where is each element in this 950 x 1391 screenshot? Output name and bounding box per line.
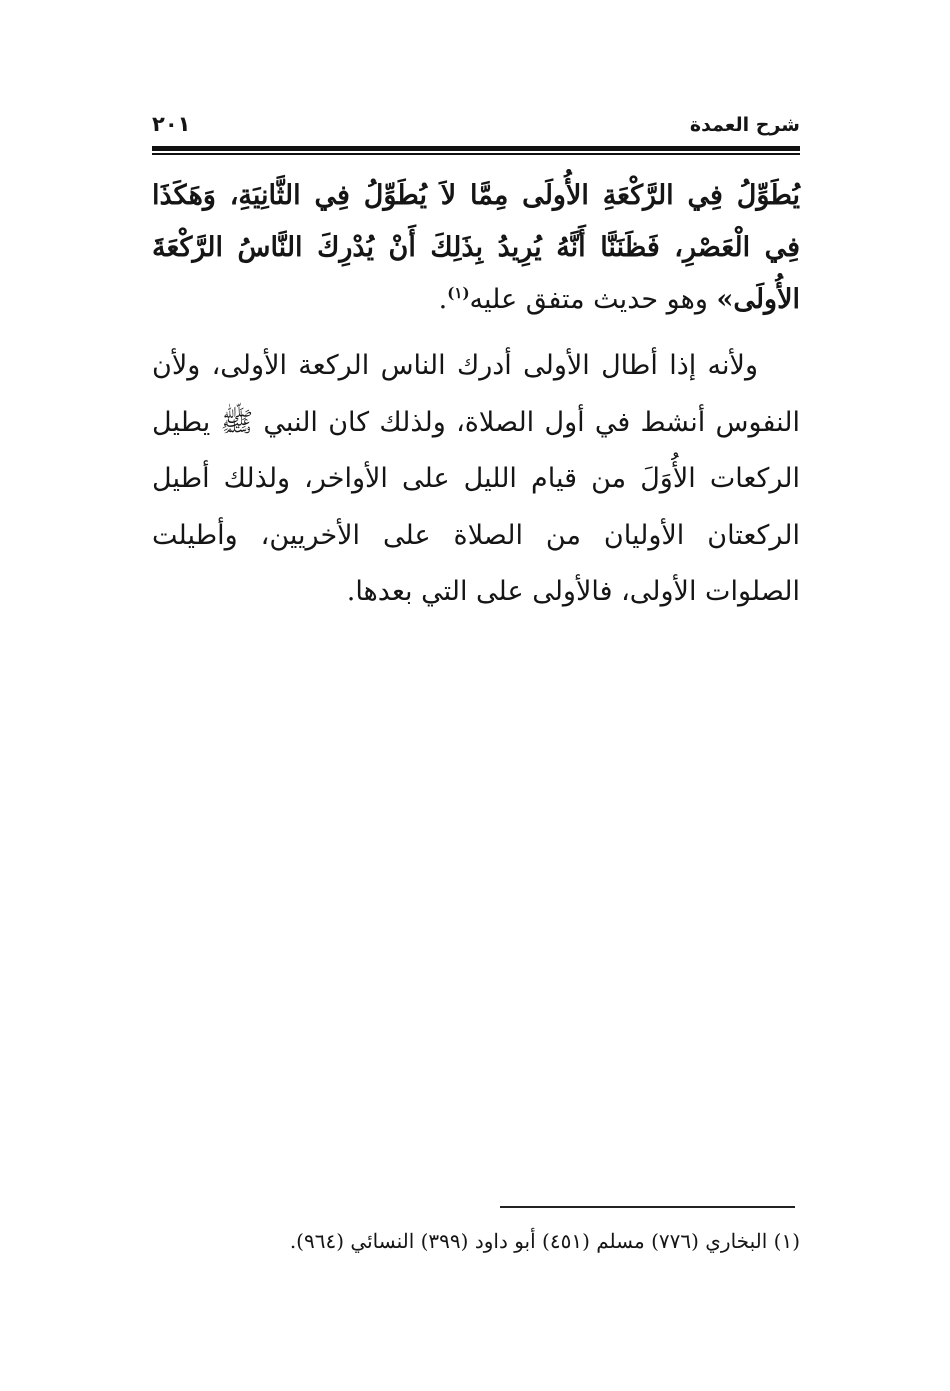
body-paragraph: ولأنه إذا أطال الأولى أدرك الناس الركعة الأولى، ولأن النفوس أنشط في أول الصلاة، ولذلك كان النبي ﷺ يطيل الركعات الأُوَلَ من قيام الليل على الأواخر، ولذلك أطيل الركعتان الأوليان من الصلاة على الأخريين، وأطيلت الصلوات الأولى، فالأولى على التي بعدها.: [152, 350, 800, 607]
page-header: [152, 112, 800, 146]
running-title: شرح العمدة: [689, 114, 800, 136]
main-text: [152, 170, 800, 621]
footnote-separator: [500, 1206, 795, 1208]
header-rule-thin: [152, 153, 800, 155]
footnote-1: (١) البخاري (٧٧٦) مسلم (٤٥١) أبو داود (٣٩٩) النسائي (٩٦٤).: [289, 1229, 800, 1253]
hadith-grading-text: وهو حديث متفق عليه: [469, 284, 717, 315]
hadith-quote-text: يُطَوِّلُ فِي الرَّكْعَةِ الأُولَى مِمَّا لاَ يُطَوِّلُ فِي الثَّانِيَةِ، وَهَكَذَا فِي الْعَصْرِ، فَظَنَنَّا أَنَّهُ يُرِيدُ بِذَلِكَ أَنْ يُدْرِكَ النَّاسُ الرَّكْعَةَ الأُولَى»: [152, 180, 800, 315]
quote-end-mark: .: [438, 284, 448, 315]
hadith-quote-paragraph: [152, 170, 800, 326]
footnote-marker: (١): [447, 284, 470, 302]
header-rule-thick: [152, 146, 800, 151]
page-number: ٢٠١: [152, 112, 191, 136]
